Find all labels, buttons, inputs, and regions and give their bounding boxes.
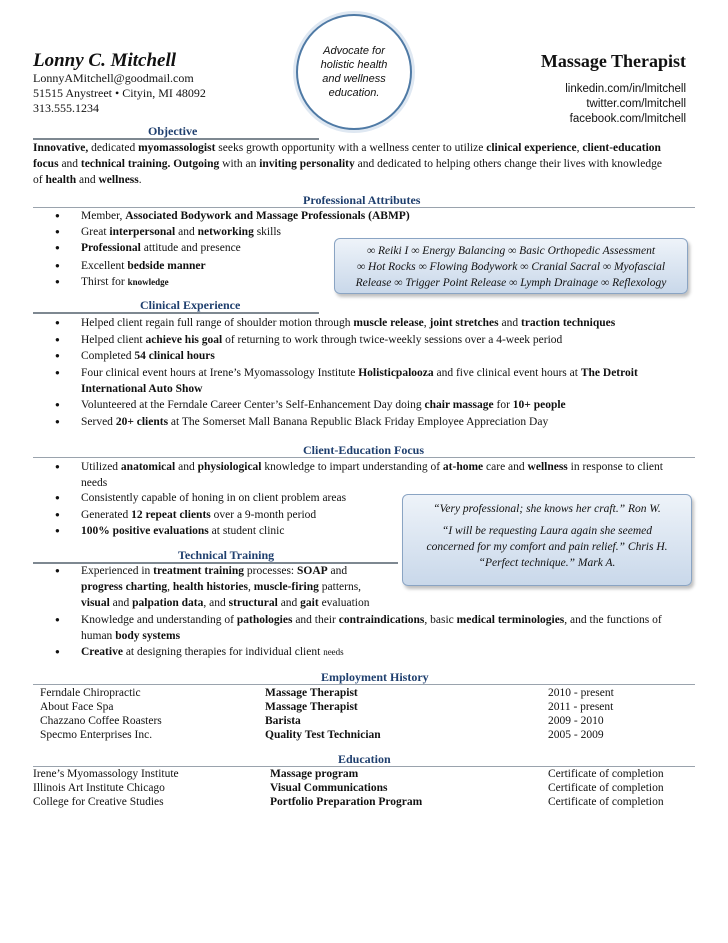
job-title: Massage Therapist: [540, 51, 686, 71]
motto-circle: [296, 14, 412, 130]
employment-role: Quality Test Technician: [265, 729, 381, 741]
linkedin-link[interactable]: linkedin.com/in/lmitchell: [565, 83, 686, 95]
client-edu-item: ● Generated 12 repeat clients over a 9-month period: [55, 507, 385, 523]
employment-heading: Employment History: [321, 670, 429, 684]
address-text: 51515 Anystreet • Cityin, MI 48092: [33, 86, 206, 100]
employment-company: Specmo Enterprises Inc.: [40, 729, 153, 741]
education-credential: Certificate of completion: [548, 796, 664, 808]
testimonial-quote: concerned for my comfort and pain relief.” Chris H.: [426, 541, 668, 553]
education-program: Portfolio Preparation Program: [270, 796, 423, 808]
testimonial-quote: “I will be requesting Laura again she seemed: [441, 525, 653, 537]
objective-heading: Objective: [148, 124, 198, 138]
objective-paragraph: Innovative, dedicated myomassologist seeks growth opportunity with a wellness center to utilize clinical experience, client-education focus and technical training. Outgoing with an inviting personality and dedicated to helping others change their lives with knowledge of health and wellness.: [33, 142, 662, 186]
clinical-item: ● Helped client achieve his goal of returning to work through twice-weekly sessions over a 4-week period: [55, 332, 695, 348]
candidate-name: Lonny C. Mitchell: [33, 50, 177, 71]
phone-text: 313.555.1234: [33, 101, 99, 115]
modalities-callout: [334, 238, 688, 294]
education-heading: Education: [338, 752, 391, 766]
attribute-item: ● Great interpersonal and networking skills: [55, 224, 695, 240]
facebook-link[interactable]: facebook.com/lmitchell: [569, 113, 686, 125]
employment-dates: 2009 - 2010: [548, 715, 604, 727]
client-edu-rule: [33, 457, 695, 458]
employment-dates: 2010 - present: [548, 687, 614, 699]
technical-item: ● Knowledge and understanding of pathologies and their contraindications, basic medical terminologies, and the functions of human body systems: [55, 612, 695, 644]
education-school: Irene’s Myomassology Institute: [33, 768, 179, 780]
client-edu-item: ● Consistently capable of honing in on client problem areas: [55, 490, 385, 506]
motto-text: Advocate for holistic health and wellness education.: [320, 45, 388, 99]
attribute-item: ● Professional attitude and presence: [55, 240, 355, 256]
contact-block: [33, 71, 206, 116]
attribute-item: ● Thirst for knowledge: [55, 274, 355, 290]
attribute-item: ● Excellent bedside manner: [55, 258, 355, 274]
employment-role: Massage Therapist: [265, 687, 358, 699]
education-credential: Certificate of completion: [548, 768, 664, 780]
clinical-item: ● Helped client regain full range of shoulder motion through muscle release, joint stretches and traction techniques: [55, 315, 695, 331]
client-edu-item: ● 100% positive evaluations at student clinic: [55, 523, 385, 539]
clinical-heading: Clinical Experience: [140, 298, 241, 312]
employment-dates: 2005 - 2009: [548, 729, 604, 741]
clinical-item: ● Served 20+ clients at The Somerset Mall Banana Republic Black Friday Employee Appreciation Day: [55, 414, 695, 430]
client-edu-heading: Client-Education Focus: [303, 443, 425, 457]
attributes-heading: Professional Attributes: [303, 193, 421, 207]
education-program: Massage program: [270, 768, 359, 780]
employment-company: Ferndale Chiropractic: [40, 687, 141, 699]
clinical-rule: [33, 312, 319, 314]
modalities-line: ∞ Hot Rocks ∞ Flowing Bodywork ∞ Cranial Sacral ∞ Myofascial: [356, 261, 666, 273]
employment-role: Barista: [265, 715, 301, 727]
technical-item: ● Creative at designing therapies for individual client needs: [55, 644, 695, 660]
employment-role: Massage Therapist: [265, 701, 358, 713]
education-program: Visual Communications: [270, 782, 388, 794]
clinical-item: ● Four clinical event hours at Irene’s Myomassology Institute Holisticpalooza and five clinical event hours at The Detroit International Auto Show: [55, 365, 695, 397]
testimonial-quote: “Perfect technique.” Mark A.: [478, 557, 616, 569]
testimonial-quote: “Very professional; she knows her craft.” Ron W.: [433, 503, 661, 515]
social-links: [565, 82, 686, 127]
employment-company: About Face Spa: [40, 701, 114, 713]
twitter-link[interactable]: twitter.com/lmitchell: [586, 98, 686, 110]
attribute-item: ● Member, Associated Bodywork and Massage Professionals (ABMP): [55, 208, 695, 224]
technical-item: ● Experienced in treatment training processes: SOAP and progress charting, health histories, muscle-firing patterns, visual and palpation data, and structural and gait evaluation: [55, 563, 695, 611]
employment-dates: 2011 - present: [548, 701, 614, 713]
education-school: Illinois Art Institute Chicago: [33, 782, 165, 794]
technical-heading: Technical Training: [178, 548, 275, 562]
education-school: College for Creative Studies: [33, 796, 164, 808]
client-edu-item: ● Utilized anatomical and physiological knowledge to impart understanding of at-home care and wellness in response to client needs: [55, 459, 695, 491]
modalities-line: ∞ Reiki I ∞ Energy Balancing ∞ Basic Orthopedic Assessment: [366, 245, 656, 257]
education-credential: Certificate of completion: [548, 782, 664, 794]
clinical-item: ● Volunteered at the Ferndale Career Center’s Self-Enhancement Day doing chair massage for 10+ people: [55, 397, 695, 413]
clinical-item: ● Completed 54 clinical hours: [55, 348, 695, 364]
email-text: LonnyAMitchell@goodmail.com: [33, 71, 194, 85]
employment-company: Chazzano Coffee Roasters: [40, 715, 162, 727]
employment-rule: [33, 684, 695, 685]
modalities-line: Release ∞ Trigger Point Release ∞ Lymph Drainage ∞ Reflexology: [355, 277, 667, 289]
